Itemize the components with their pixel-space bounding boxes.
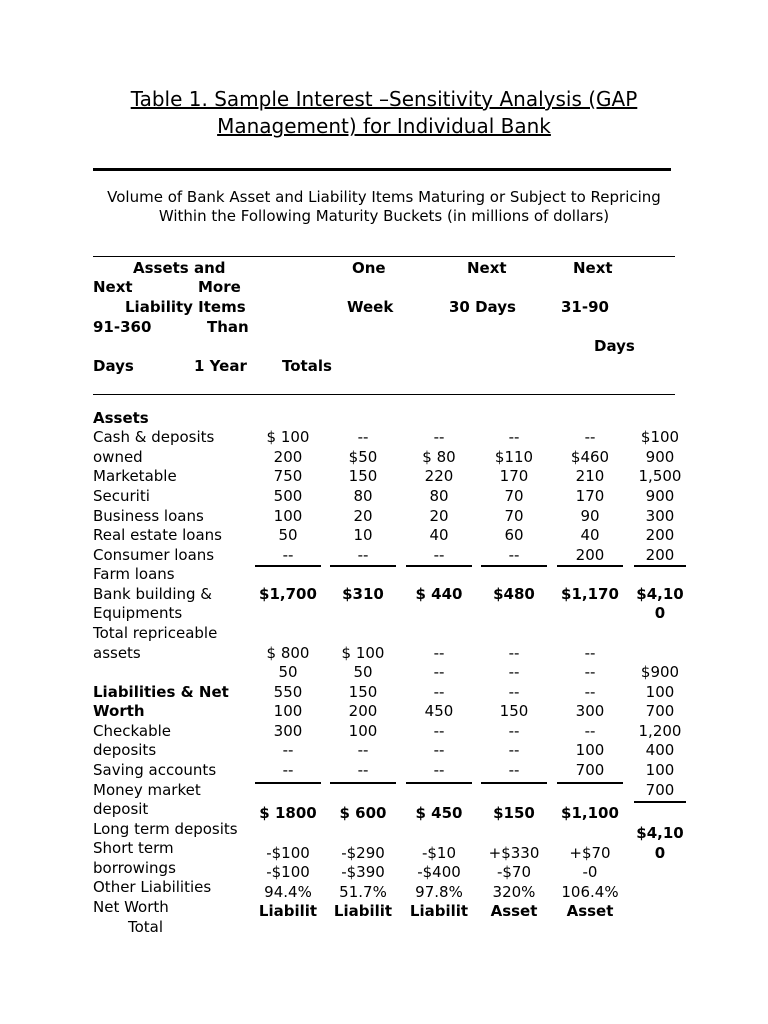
header-1-year: 1 Year bbox=[194, 357, 247, 375]
liability-cell: 700 bbox=[645, 702, 675, 720]
liability-cell: 50 bbox=[278, 663, 298, 681]
header-next-c: Next bbox=[93, 278, 133, 296]
liability-cell: 300 bbox=[575, 702, 605, 720]
asset-cell: 1,500 bbox=[638, 467, 682, 485]
asset-total-rule bbox=[406, 565, 472, 567]
asset-cell: 200 bbox=[645, 546, 675, 564]
asset-cell: $110 bbox=[494, 448, 534, 466]
label-owned: owned bbox=[93, 448, 143, 466]
liability-total-rule bbox=[255, 782, 321, 784]
liability-total-cell: $150 bbox=[493, 804, 535, 822]
header-days-a: Days bbox=[594, 337, 635, 355]
asset-cell: 20 bbox=[353, 507, 373, 525]
asset-cell: -- bbox=[508, 428, 520, 446]
liability-cell: $ 100 bbox=[341, 644, 385, 662]
asset-total-rule bbox=[557, 565, 623, 567]
liability-cell: -- bbox=[508, 761, 520, 779]
liability-cell: 700 bbox=[575, 761, 605, 779]
liability-cell: 200 bbox=[348, 702, 378, 720]
gap-cell: -$70 bbox=[496, 863, 532, 881]
liability-total-cell: $ 600 bbox=[339, 804, 387, 822]
liability-total-cell: $ 450 bbox=[415, 804, 463, 822]
asset-cell: 70 bbox=[504, 487, 524, 505]
label-net-worth: Net Worth bbox=[93, 898, 169, 916]
liability-cell: 150 bbox=[499, 702, 529, 720]
asset-cell: 900 bbox=[645, 487, 675, 505]
asset-cell: 90 bbox=[580, 507, 600, 525]
header-next-a: Next bbox=[467, 259, 507, 277]
asset-cell: 60 bbox=[504, 526, 524, 544]
asset-cell: 200 bbox=[645, 526, 675, 544]
label-long-term-deposits: Long term deposits bbox=[93, 820, 238, 838]
asset-total-rule bbox=[634, 565, 686, 567]
liability-cell: 1,200 bbox=[638, 722, 682, 740]
label-real-estate-loans: Real estate loans bbox=[93, 526, 222, 544]
asset-cell: 170 bbox=[499, 467, 529, 485]
label-checkable: Checkable bbox=[93, 722, 171, 740]
asset-grand-total-cell: 0 bbox=[654, 604, 666, 622]
asset-cell: 750 bbox=[273, 467, 303, 485]
asset-total-cell: $310 bbox=[342, 585, 384, 603]
liability-cell: -- bbox=[508, 644, 520, 662]
liability-grand-total-cell: $4,10 bbox=[636, 824, 684, 842]
header-30-days: 30 Days bbox=[449, 298, 516, 316]
asset-cell: 150 bbox=[348, 467, 378, 485]
label-marketable: Marketable bbox=[93, 467, 177, 485]
liability-cell: -- bbox=[433, 741, 445, 759]
gap-cell: -$10 bbox=[421, 844, 457, 862]
liability-cell: -- bbox=[282, 741, 294, 759]
header-one: One bbox=[352, 259, 386, 277]
liability-cell: 100 bbox=[273, 702, 303, 720]
asset-cell: 10 bbox=[353, 526, 373, 544]
asset-cell: 20 bbox=[429, 507, 449, 525]
gap-cell: -$290 bbox=[341, 844, 385, 862]
asset-total-cell: $1,170 bbox=[561, 585, 619, 603]
liability-cell: 450 bbox=[424, 702, 454, 720]
liability-cell: 150 bbox=[348, 683, 378, 701]
liability-total-rule bbox=[557, 782, 623, 784]
gap-cell: Asset bbox=[566, 902, 614, 920]
asset-cell: 80 bbox=[429, 487, 449, 505]
asset-cell: 80 bbox=[353, 487, 373, 505]
gap-cell: +$70 bbox=[569, 844, 611, 862]
liability-cell: 100 bbox=[645, 761, 675, 779]
asset-cell: 40 bbox=[429, 526, 449, 544]
gap-cell: Liabilit bbox=[409, 902, 469, 920]
gap-cell: 51.7% bbox=[339, 883, 387, 901]
asset-cell: 170 bbox=[575, 487, 605, 505]
label-total-repriceable: Total repriceable bbox=[93, 624, 218, 642]
asset-cell: 200 bbox=[273, 448, 303, 466]
asset-total-rule bbox=[330, 565, 396, 567]
header-totals: Totals bbox=[282, 357, 332, 375]
liability-cell: -- bbox=[433, 663, 445, 681]
label-saving-accounts: Saving accounts bbox=[93, 761, 217, 779]
asset-cell: 40 bbox=[580, 526, 600, 544]
header-liability-items: Liability Items bbox=[125, 298, 246, 316]
liability-cell: -- bbox=[508, 683, 520, 701]
header-31-90: 31-90 bbox=[561, 298, 609, 316]
title-line-2: Management) for Individual Bank bbox=[217, 114, 551, 138]
liability-cell: -- bbox=[282, 761, 294, 779]
asset-cell: 300 bbox=[645, 507, 675, 525]
liability-cell: $900 bbox=[640, 663, 680, 681]
liability-cell: -- bbox=[357, 741, 369, 759]
liability-cell: 50 bbox=[353, 663, 373, 681]
liability-total-cell: $1,100 bbox=[561, 804, 619, 822]
label-money-market: Money market bbox=[93, 781, 201, 799]
asset-cell: $ 80 bbox=[422, 448, 456, 466]
title-line-1: Table 1. Sample Interest –Sensitivity Analysis (GAP bbox=[130, 87, 638, 111]
label-business-loans: Business loans bbox=[93, 507, 204, 525]
label-borrowings: borrowings bbox=[93, 859, 176, 877]
liability-cell: -- bbox=[584, 722, 596, 740]
liability-total-cell: $ 1800 bbox=[259, 804, 317, 822]
header-days-b: Days bbox=[93, 357, 134, 375]
title-rule bbox=[93, 168, 671, 171]
liability-grand-total-cell: 0 bbox=[654, 844, 666, 862]
asset-total-rule bbox=[255, 565, 321, 567]
header-top-rule bbox=[93, 256, 675, 257]
gap-cell: Liabilit bbox=[258, 902, 318, 920]
gap-cell: +$330 bbox=[488, 844, 540, 862]
header-week: Week bbox=[347, 298, 394, 316]
liability-cell: -- bbox=[584, 683, 596, 701]
liability-cell: 400 bbox=[645, 741, 675, 759]
label-assets: Assets bbox=[93, 409, 149, 427]
liability-cell: -- bbox=[433, 644, 445, 662]
asset-grand-total-cell: $4,10 bbox=[636, 585, 684, 603]
liability-total-rule bbox=[634, 801, 686, 803]
liability-total-rule bbox=[406, 782, 472, 784]
label-other-liabilities: Other Liabilities bbox=[93, 878, 212, 896]
gap-cell: -$400 bbox=[417, 863, 461, 881]
label-worth: Worth bbox=[93, 702, 145, 720]
liability-cell: 300 bbox=[273, 722, 303, 740]
asset-cell: $460 bbox=[570, 448, 610, 466]
asset-cell: -- bbox=[584, 428, 596, 446]
liability-cell: 550 bbox=[273, 683, 303, 701]
subtitle-line-1: Volume of Bank Asset and Liability Items Maturing or Subject to Repricing bbox=[107, 188, 661, 206]
liability-cell: -- bbox=[433, 722, 445, 740]
gap-cell: 94.4% bbox=[264, 883, 312, 901]
gap-cell: 320% bbox=[492, 883, 536, 901]
header-bottom-rule bbox=[93, 394, 675, 395]
asset-total-cell: $480 bbox=[493, 585, 535, 603]
liability-cell: 100 bbox=[348, 722, 378, 740]
liability-cell: 700 bbox=[645, 781, 675, 799]
gap-cell: 106.4% bbox=[561, 883, 619, 901]
label-total: Total bbox=[128, 918, 164, 936]
asset-cell: 220 bbox=[424, 467, 454, 485]
liability-cell: -- bbox=[584, 663, 596, 681]
asset-cell: -- bbox=[357, 428, 369, 446]
label-securiti: Securiti bbox=[93, 487, 150, 505]
asset-cell: $50 bbox=[348, 448, 378, 466]
asset-cell: -- bbox=[282, 546, 294, 564]
asset-cell: 900 bbox=[645, 448, 675, 466]
header-91-360: 91-360 bbox=[93, 318, 152, 336]
liability-cell: 100 bbox=[575, 741, 605, 759]
label-bank-building: Bank building & bbox=[93, 585, 212, 603]
asset-cell: $100 bbox=[640, 428, 680, 446]
liability-cell: -- bbox=[357, 761, 369, 779]
liability-cell: -- bbox=[584, 644, 596, 662]
label-farm-loans: Farm loans bbox=[93, 565, 175, 583]
header-assets-and: Assets and bbox=[133, 259, 226, 277]
liability-cell: -- bbox=[433, 683, 445, 701]
label-consumer-loans: Consumer loans bbox=[93, 546, 215, 564]
header-more: More bbox=[198, 278, 241, 296]
header-next-b: Next bbox=[573, 259, 613, 277]
asset-cell: -- bbox=[433, 546, 445, 564]
asset-cell: -- bbox=[508, 546, 520, 564]
label-deposits: deposits bbox=[93, 741, 157, 759]
asset-cell: 50 bbox=[278, 526, 298, 544]
asset-total-cell: $1,700 bbox=[259, 585, 317, 603]
liability-cell: -- bbox=[508, 741, 520, 759]
asset-total-rule bbox=[481, 565, 547, 567]
gap-cell: Liabilit bbox=[333, 902, 393, 920]
liability-cell: -- bbox=[508, 663, 520, 681]
label-short-term: Short term bbox=[93, 839, 174, 857]
liability-total-rule bbox=[481, 782, 547, 784]
liability-cell: -- bbox=[433, 761, 445, 779]
gap-cell: -0 bbox=[582, 863, 598, 881]
asset-cell: 210 bbox=[575, 467, 605, 485]
asset-cell: $ 100 bbox=[266, 428, 310, 446]
label-cash-deposits: Cash & deposits bbox=[93, 428, 215, 446]
label-liabilities-net: Liabilities & Net bbox=[93, 683, 229, 701]
asset-cell: -- bbox=[357, 546, 369, 564]
gap-cell: -$390 bbox=[341, 863, 385, 881]
asset-total-cell: $ 440 bbox=[415, 585, 463, 603]
liability-total-rule bbox=[330, 782, 396, 784]
gap-cell: 97.8% bbox=[415, 883, 463, 901]
label-assets-2: assets bbox=[93, 644, 141, 662]
liability-cell: 100 bbox=[645, 683, 675, 701]
asset-cell: 200 bbox=[575, 546, 605, 564]
gap-cell: -$100 bbox=[266, 844, 310, 862]
asset-cell: 100 bbox=[273, 507, 303, 525]
asset-cell: 500 bbox=[273, 487, 303, 505]
gap-cell: -$100 bbox=[266, 863, 310, 881]
subtitle-line-2: Within the Following Maturity Buckets (in millions of dollars) bbox=[158, 207, 610, 225]
label-equipments: Equipments bbox=[93, 604, 183, 622]
asset-cell: 70 bbox=[504, 507, 524, 525]
liability-cell: $ 800 bbox=[266, 644, 310, 662]
liability-cell: -- bbox=[508, 722, 520, 740]
gap-cell: Asset bbox=[490, 902, 538, 920]
header-than: Than bbox=[207, 318, 249, 336]
label-deposit: deposit bbox=[93, 800, 149, 818]
asset-cell: -- bbox=[433, 428, 445, 446]
